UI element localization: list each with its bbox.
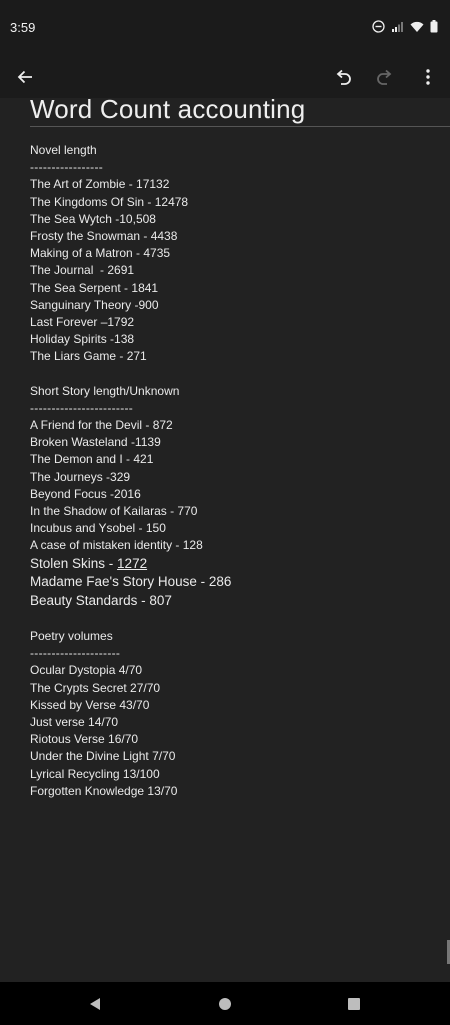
list-item: Broken Wasteland -1139 [30, 435, 161, 450]
list-item: A case of mistaken identity - 128 [30, 538, 203, 553]
wifi-icon [410, 21, 424, 33]
battery-icon [430, 20, 438, 33]
undo-icon[interactable] [328, 62, 358, 92]
section-heading-short-story: Short Story length/Unknown [30, 383, 180, 398]
section-divider: ------------------------ [30, 400, 134, 415]
section-divider: ----------------- [30, 160, 104, 175]
stolen-skins-title: Stolen Skins - [30, 555, 118, 571]
stolen-skins-count: 1272 [117, 555, 148, 571]
list-item: The Sea Wytch -10,508 [30, 211, 156, 226]
list-item: Forgotten Knowledge 13/70 [30, 783, 178, 798]
document-title[interactable]: Word Count accounting [30, 98, 306, 124]
cell-signal-icon [391, 21, 404, 33]
list-item: Under the Divine Light 7/70 [30, 749, 176, 764]
list-item: Beauty Standards - 807 [30, 593, 172, 609]
list-item: Sanguinary Theory -900 [30, 297, 159, 312]
list-item: Riotous Verse 16/70 [30, 732, 139, 747]
list-item: In the Shadow of Kailaras - 770 [30, 503, 198, 518]
list-item: The Sea Serpent - 1841 [30, 280, 159, 295]
list-item: Frosty the Snowman - 4438 [30, 228, 178, 243]
title-underline [30, 126, 450, 127]
list-item: Incubus and Ysobel - 150 [30, 521, 166, 536]
document-body[interactable] [0, 98, 450, 982]
blank-line [30, 365, 440, 382]
list-item: The Demon and I - 421 [30, 452, 154, 467]
more-options-icon[interactable] [413, 62, 443, 92]
list-item: The Kingdoms Of Sin - 12478 [30, 194, 189, 209]
status-icons [372, 20, 438, 33]
status-bar [0, 0, 450, 56]
list-item: Making of a Matron - 4735 [30, 246, 171, 261]
list-item: The Crypts Secret 27/70 [30, 680, 161, 695]
list-item: A Friend for the Devil - 872 [30, 418, 173, 432]
document-text[interactable] [30, 142, 440, 800]
list-item: The Journal - 2691 [30, 263, 135, 278]
list-item-stolen-skins [30, 555, 440, 574]
nav-home-icon[interactable] [215, 994, 235, 1014]
section-heading-novel: Novel length [30, 143, 97, 157]
redo-icon[interactable] [370, 62, 400, 92]
list-item: Lyrical Recycling 13/100 [30, 766, 160, 781]
blank-line [30, 611, 440, 628]
editor-toolbar [0, 56, 450, 98]
do-not-disturb-icon [372, 20, 385, 33]
list-item: The Liars Game - 271 [30, 349, 147, 364]
list-item: Beyond Focus -2016 [30, 486, 141, 501]
section-heading-poetry: Poetry volumes [30, 629, 113, 644]
list-item: Last Forever –1792 [30, 314, 135, 329]
nav-recent-apps-icon[interactable] [344, 994, 364, 1014]
back-arrow-icon[interactable] [10, 62, 40, 92]
system-navigation-bar [0, 982, 450, 1025]
section-divider: --------------------- [30, 646, 121, 661]
nav-back-icon[interactable] [85, 994, 105, 1014]
list-item: Kissed by Verse 43/70 [30, 697, 150, 712]
list-item: Holiday Spirits -138 [30, 332, 135, 347]
list-item: The Art of Zombie - 17132 [30, 177, 170, 192]
list-item: Just verse 14/70 [30, 715, 119, 730]
list-item: Ocular Dystopia 4/70 [30, 663, 143, 678]
status-time: 3:59 [10, 20, 36, 35]
list-item: Madame Fae's Story House - 286 [30, 574, 232, 590]
list-item: The Journeys -329 [30, 469, 131, 484]
